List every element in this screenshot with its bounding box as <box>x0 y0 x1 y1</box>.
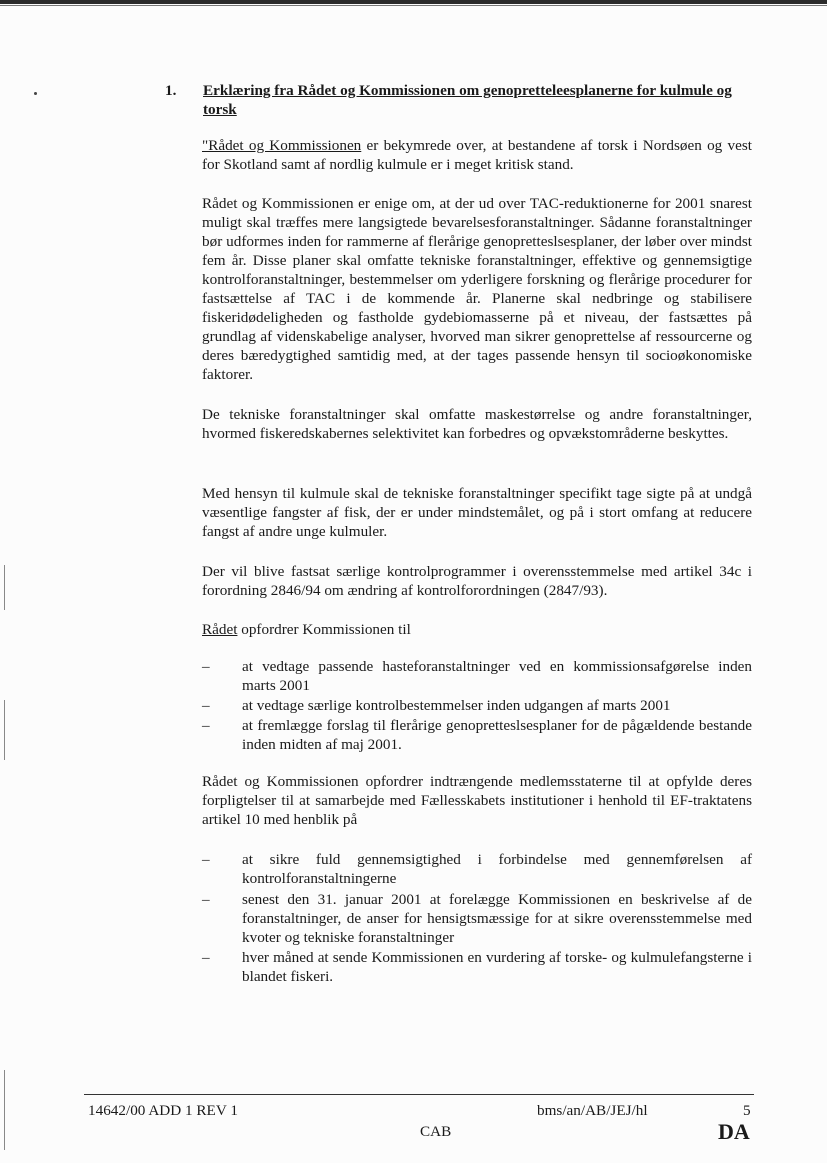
paragraph-4: Med hensyn til kulmule skal de tekniske foranstaltninger specifikt tage sigte på at undgå væsentlige fangster af fisk, der er under mindstemålet, og på i stort omfang at reducere fangst af andre unge kulmuler. <box>202 485 752 540</box>
paragraph-3: De tekniske foranstaltninger skal omfatte maskestørrelse og andre foranstaltninger, hvormed fiskeredskabernes selektivitet kan forbedres og opvækstområderne beskyttes. <box>202 406 752 442</box>
bullet-dash: – <box>202 949 210 966</box>
section-number: 1. <box>165 82 177 99</box>
page-number: 5 <box>743 1102 751 1119</box>
author-initials: bms/an/AB/JEJ/hl <box>537 1102 648 1119</box>
paragraph-7: Rådet og Kommissionen opfordrer indtrængende medlemsstaterne til at opfylde deres forpligtelser til at samarbejde med Fællesskabets institutioner i henhold til EF-traktatens artikel 10 med henblik på <box>202 773 752 828</box>
list-item-text: at vedtage særlige kontrolbestemmelser inden udgangen af marts 2001 <box>242 697 671 714</box>
paragraph-6 <box>202 620 752 639</box>
scan-top-border-thin <box>0 5 827 6</box>
language-code: DA <box>718 1119 750 1144</box>
bullet-dash: – <box>202 717 210 734</box>
paragraph-6-text: opfordrer Kommissionen til <box>237 621 411 638</box>
paragraph-2: Rådet og Kommissionen er enige om, at der ud over TAC-reduktionerne for 2001 snarest muligt skal træffes mere langsigtede bevarelsesforanstaltninger. Sådanne foranstaltninger bør udformes inden for rammerne af flerårige genopretteslsesplaner, der løber over mindst fem år. Disse planer skal omfatte tekniske foranstaltninger, effektive og gennemsigtige kontrolforanstaltninger, bestemmelser om yderligere forskning og flerårige procedurer for fastsættelse af TAC i de kommende år. Planerne skal nedbringe og stabilisere fiskeridødeligheden og fastholde gydebiomasserne på et niveau, der fastsættes på grundlag af videnskabelige analyser, hvorved man sikrer genoprettelse af ressourcerne og deres bæredygtighed samtidig med, at der tages passende hensyn til socioøkonomiske faktorer. <box>202 195 752 383</box>
bullet-dash: – <box>202 658 210 675</box>
section-title: Erklæring fra Rådet og Kommissionen om genopretteleesplanerne for kulmule og torsk <box>203 82 732 118</box>
paragraph-6-underlined: Rådet <box>202 621 238 638</box>
list-item-text: at vedtage passende hasteforanstaltninger ved en kommissionsafgørelse inden marts 2001 <box>242 658 752 694</box>
bullet-dash: – <box>202 851 210 868</box>
list-item-text: at fremlægge forslag til flerårige genopretteslsesplaner for de pågældende bestande inden midten af maj 2001. <box>242 717 752 753</box>
paragraph-1 <box>202 136 752 174</box>
paragraph-1-underlined: "Rådet og Kommissionen <box>202 137 362 154</box>
footer-rule <box>84 1094 754 1095</box>
list-item-text: at sikre fuld gennemsigtighed i forbindelse med gennemførelsen af kontrolforanstaltningerne <box>242 851 752 887</box>
list-item-text: senest den 31. januar 2001 at forelægge Kommissionen en beskrivelse af de foranstaltninger, de anser for hensigtsmæssige for at sikre overensstemmelse med kvoter og tekniske foranstaltninger <box>242 891 752 946</box>
bullet-dash: – <box>202 697 210 714</box>
document-reference: 14642/00 ADD 1 REV 1 <box>88 1102 238 1119</box>
scan-dot <box>34 92 37 95</box>
scan-left-mark <box>4 700 5 760</box>
paragraph-1-text: er bekymrede over, at bestandene af torsk i Nordsøen og vest for Skotland samt af nordlig kulmule er i meget kritisk stand. <box>202 137 752 173</box>
scan-top-border <box>0 0 827 4</box>
scan-left-mark <box>4 565 5 610</box>
bullet-dash: – <box>202 891 210 908</box>
scan-left-mark <box>4 1070 5 1150</box>
paragraph-5: Der vil blive fastsat særlige kontrolprogrammer i overensstemmelse med artikel 34c i forordning 2846/94 om ændring af kontrolforordningen (2847/93). <box>202 563 752 599</box>
list-item-text: hver måned at sende Kommissionen en vurdering af torske- og kulmulefangsterne i blandet fiskeri. <box>242 949 752 985</box>
unit-code: CAB <box>420 1123 452 1140</box>
